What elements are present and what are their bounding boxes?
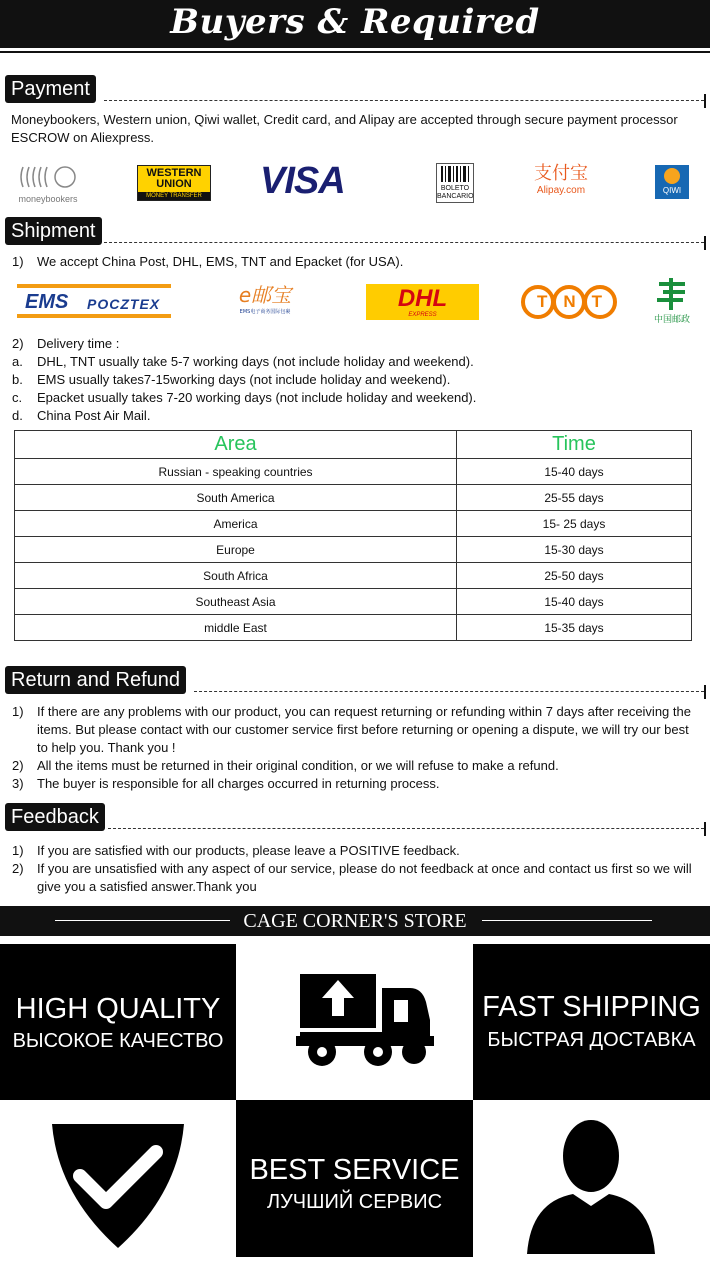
- ems-stripe: [17, 284, 171, 288]
- feedback-item-line: If you are satisfied with our products, please leave a POSITIVE feedback.: [37, 843, 460, 858]
- western-union-tagline: MONEY TRANSFER: [138, 192, 210, 200]
- delivery-item-letter: d.: [12, 408, 23, 423]
- moneybookers-waves-icon: [17, 165, 79, 189]
- western-union-word-2: UNION: [156, 178, 192, 190]
- table-cell-area: Europe: [15, 537, 457, 563]
- divider-end-mark: [704, 236, 706, 250]
- delivery-item: DHL, TNT usually take 5-7 working days (not include holiday and weekend).: [37, 354, 474, 369]
- delivery-item-letter: c.: [12, 390, 23, 405]
- high-quality-tile: [0, 944, 236, 1100]
- delivery-item: EMS usually takes7-15working days (not include holiday and weekend).: [37, 372, 451, 387]
- western-union-word-1: WESTERN: [146, 167, 202, 179]
- delivery-time-table: [14, 430, 692, 641]
- best-service-title: BEST SERVICE: [249, 1154, 460, 1186]
- table-header-time: Time: [457, 431, 692, 459]
- refund-item-line: The buyer is responsible for all charges occurred in returning process.: [37, 776, 440, 791]
- divider-end-mark: [704, 685, 706, 699]
- qiwi-coin-icon: [664, 168, 680, 184]
- feedback-section-title: Feedback: [5, 803, 105, 831]
- qiwi-label: QIWI: [662, 186, 682, 195]
- feedback-divider: [108, 828, 704, 829]
- qiwi-logo: [655, 165, 689, 199]
- barcode-icon: [440, 166, 470, 182]
- table-row: [15, 615, 692, 641]
- moneybookers-label: moneybookers: [18, 194, 78, 204]
- table-row: [15, 537, 692, 563]
- high-quality-title: HIGH QUALITY: [15, 993, 221, 1025]
- table-row: [15, 485, 692, 511]
- table-header-row: [15, 431, 692, 459]
- refund-item-number: 2): [12, 758, 24, 773]
- alipay-chinese-label: 支付宝: [534, 163, 588, 184]
- table-cell-time: 15- 25 days: [457, 511, 692, 537]
- china-post-logo: [650, 278, 694, 324]
- refund-section-title: Return and Refund: [5, 666, 186, 694]
- table-row: [15, 563, 692, 589]
- fast-shipping-tile: [473, 944, 710, 1100]
- table-header-area: Area: [15, 431, 457, 459]
- table-cell-area: Russian - speaking countries: [15, 459, 457, 485]
- table-cell-time: 15-40 days: [457, 589, 692, 615]
- header-divider: [0, 51, 710, 53]
- table-cell-time: 25-50 days: [457, 563, 692, 589]
- divider-end-mark: [704, 822, 706, 836]
- page-title: Buyers & Required: [170, 2, 540, 42]
- table-cell-time: 15-35 days: [457, 615, 692, 641]
- best-service-tile: [236, 1100, 473, 1257]
- table-cell-area: South America: [15, 485, 457, 511]
- refund-item-line: to help you. Thank you !: [37, 740, 176, 755]
- refund-item-line: All the items must be returned in their original condition, or we will refuse to make a refund.: [37, 758, 559, 773]
- table-row: [15, 589, 692, 615]
- delivery-item: Epacket usually takes 7-20 working days (not include holiday and weekend).: [37, 390, 477, 405]
- delivery-number: 2): [12, 336, 24, 351]
- divider-end-mark: [704, 94, 706, 108]
- high-quality-subtitle: ВЫСОКОЕ КАЧЕСТВО: [12, 1030, 224, 1052]
- feedback-item-number: 1): [12, 843, 24, 858]
- alipay-label: Alipay.com: [536, 185, 586, 196]
- refund-item-number: 1): [12, 704, 24, 719]
- delivery-item-letter: b.: [12, 372, 23, 387]
- shipment-section-title: Shipment: [5, 217, 102, 245]
- epacket-logo: [230, 282, 300, 322]
- fast-shipping-subtitle: БЫСТРАЯ ДОСТАВКА: [487, 1029, 696, 1051]
- refund-item-line: If there are any problems with our product, you can request returning or refunding within 7 days after receiving the: [37, 704, 691, 719]
- shipment-intro-text: We accept China Post, DHL, EMS, TNT and Epacket (for USA).: [37, 254, 404, 269]
- shield-check-icon: [0, 1100, 236, 1257]
- china-post-label: 中国邮政: [653, 315, 690, 325]
- ems-label: EMS: [25, 291, 69, 313]
- western-union-logo: [137, 165, 211, 201]
- feedback-item-line: give you a satisfied answer.Thank you: [37, 879, 257, 894]
- epacket-sublabel: EMS电子商务国际包裹: [239, 309, 291, 315]
- table-cell-area: America: [15, 511, 457, 537]
- table-cell-time: 15-30 days: [457, 537, 692, 563]
- store-title: CAGE CORNER'S STORE: [243, 910, 467, 932]
- dhl-sublabel: EXPRESS: [408, 312, 437, 318]
- refund-item-number: 3): [12, 776, 24, 791]
- refund-item-line: items. But please contact with our customer service first before returning or opening a dispute, we will try our best: [37, 722, 689, 737]
- table-row: [15, 459, 692, 485]
- payment-divider: [104, 100, 704, 101]
- visa-logo: VISA: [260, 160, 345, 202]
- payment-text-line-1: Moneybookers, Western union, Qiwi wallet, Credit card, and Alipay are accepted through secure payment processor: [11, 112, 678, 127]
- dhl-logo: [366, 284, 479, 320]
- china-post-emblem-icon: [655, 278, 689, 310]
- table-cell-area: middle East: [15, 615, 457, 641]
- tnt-logo: [521, 284, 617, 320]
- table-cell-time: 25-55 days: [457, 485, 692, 511]
- person-silhouette-icon: [473, 1100, 710, 1257]
- ems-stripe: [17, 314, 171, 318]
- feedback-item-line: If you are unsatisfied with any aspect of our service, please do not feedback at once and contact us first so we will: [37, 861, 692, 876]
- pocztex-label: POCZTEX: [87, 296, 161, 312]
- delivery-truck-icon: [236, 944, 473, 1100]
- shipment-divider: [104, 242, 704, 243]
- delivery-heading: Delivery time :: [37, 336, 120, 351]
- best-service-subtitle: ЛУЧШИЙ СЕРВИС: [266, 1191, 443, 1213]
- feedback-item-number: 2): [12, 861, 24, 876]
- person-tile: [473, 1100, 710, 1257]
- fast-shipping-title: FAST SHIPPING: [482, 991, 701, 1023]
- table-cell-area: Southeast Asia: [15, 589, 457, 615]
- dhl-label: DHL: [397, 285, 448, 312]
- table-cell-time: 15-40 days: [457, 459, 692, 485]
- ems-pocztex-logo: [17, 284, 171, 320]
- shield-tile: [0, 1100, 236, 1257]
- shipment-intro-number: 1): [12, 254, 24, 269]
- boleto-word-1: BOLETO: [440, 185, 470, 192]
- refund-divider: [194, 691, 704, 692]
- truck-tile: [236, 944, 473, 1100]
- payment-section-title: Payment: [5, 75, 96, 103]
- delivery-item-letter: a.: [12, 354, 23, 369]
- table-cell-area: South Africa: [15, 563, 457, 589]
- epacket-label: e邮宝: [238, 283, 292, 307]
- table-row: [15, 511, 692, 537]
- payment-text-line-2: ESCROW on Aliexpress.: [11, 130, 155, 145]
- boleto-word-2: BANCARIO: [437, 193, 474, 200]
- boleto-logo: [436, 163, 474, 203]
- delivery-item: China Post Air Mail.: [37, 408, 151, 423]
- moneybookers-logo: [17, 165, 79, 204]
- tnt-label: TNT: [537, 292, 619, 311]
- alipay-logo: [528, 163, 594, 199]
